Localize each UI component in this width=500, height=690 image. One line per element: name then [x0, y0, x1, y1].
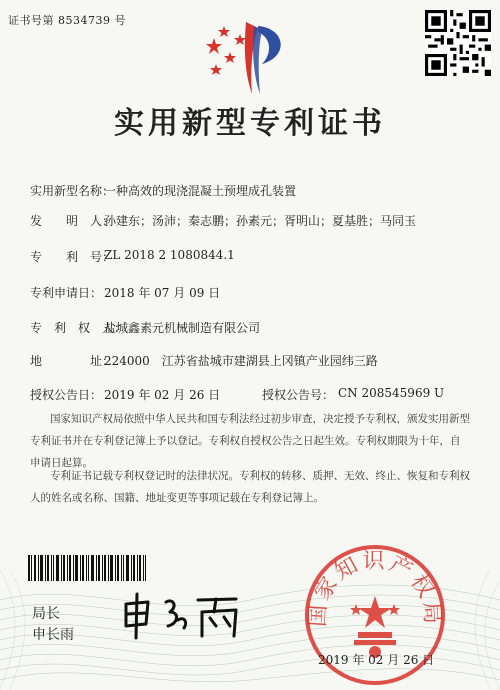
certificate-number: 证书号第 8534739 号 [8, 14, 126, 27]
field-label: 专 利 号： [30, 250, 115, 264]
paragraph-grant-notice: 国家知识产权局依照中华人民共和国专利法经过初步审查，决定授予专利权，颁发实用新型专利证书并在专利登记簿上予以登记。专利权自授权公告之日起生效。专利权期限为十年，自申请日起算。 [30, 413, 470, 469]
field-grant-date [30, 386, 445, 403]
field-label: 授权公告日： [30, 388, 103, 402]
svg-text:国家知识产权局: 国家知识产权局 [305, 549, 445, 628]
field-value: 2019 年 02 月 26 日 [104, 388, 221, 402]
paragraph-legal-status: 专利证书记载专利权登记时的法律状况。专利权的转移、质押、无效、终止、恢复和专利权人的姓名或名称、国籍、地址变更等事项记载在专利登记簿上。 [30, 470, 470, 504]
field-patentee [30, 319, 261, 336]
barcode-icon [28, 555, 146, 581]
grant-pub-label: 授权公告号： [262, 388, 335, 402]
field-value: 2018 年 07 月 09 日 [104, 286, 221, 300]
field-patent-number [30, 248, 235, 265]
field-label: 地 址： [30, 354, 115, 368]
field-value: 孙建东；汤沛；秦志鹏；孙素元；胥明山；夏基胜；马同玉 [104, 214, 417, 228]
field-label: 专 利 权 人： [30, 321, 127, 335]
grant-pub-value: CN 208545969 U [338, 386, 445, 400]
field-address [30, 352, 378, 369]
field-value: 盐城鑫素元机械制造有限公司 [104, 321, 261, 335]
qr-code-icon [425, 10, 491, 76]
field-inventors [30, 212, 417, 229]
field-utility-model-name [30, 182, 297, 199]
field-value: ZL 2018 2 1080844.1 [104, 248, 235, 262]
field-label: 实用新型名称： [30, 184, 115, 198]
field-label: 专利申请日： [30, 286, 103, 300]
director-signature [118, 590, 253, 640]
field-value: 一种高效的现浇混凝土预埋成孔装置 [104, 184, 297, 198]
field-label: 发 明 人： [30, 214, 115, 228]
page-title: 实用新型专利证书 [114, 106, 386, 141]
cnipa-logo-icon [200, 16, 300, 98]
seal-date: 2019 年 02 月 26 日 [318, 653, 435, 667]
field-value: 224000 江苏省盐城市建湖县上冈镇产业园纬三路 [104, 354, 378, 368]
field-application-date [30, 284, 221, 301]
director-name: 申长雨 [32, 626, 74, 642]
director-title: 局长 [32, 605, 60, 621]
